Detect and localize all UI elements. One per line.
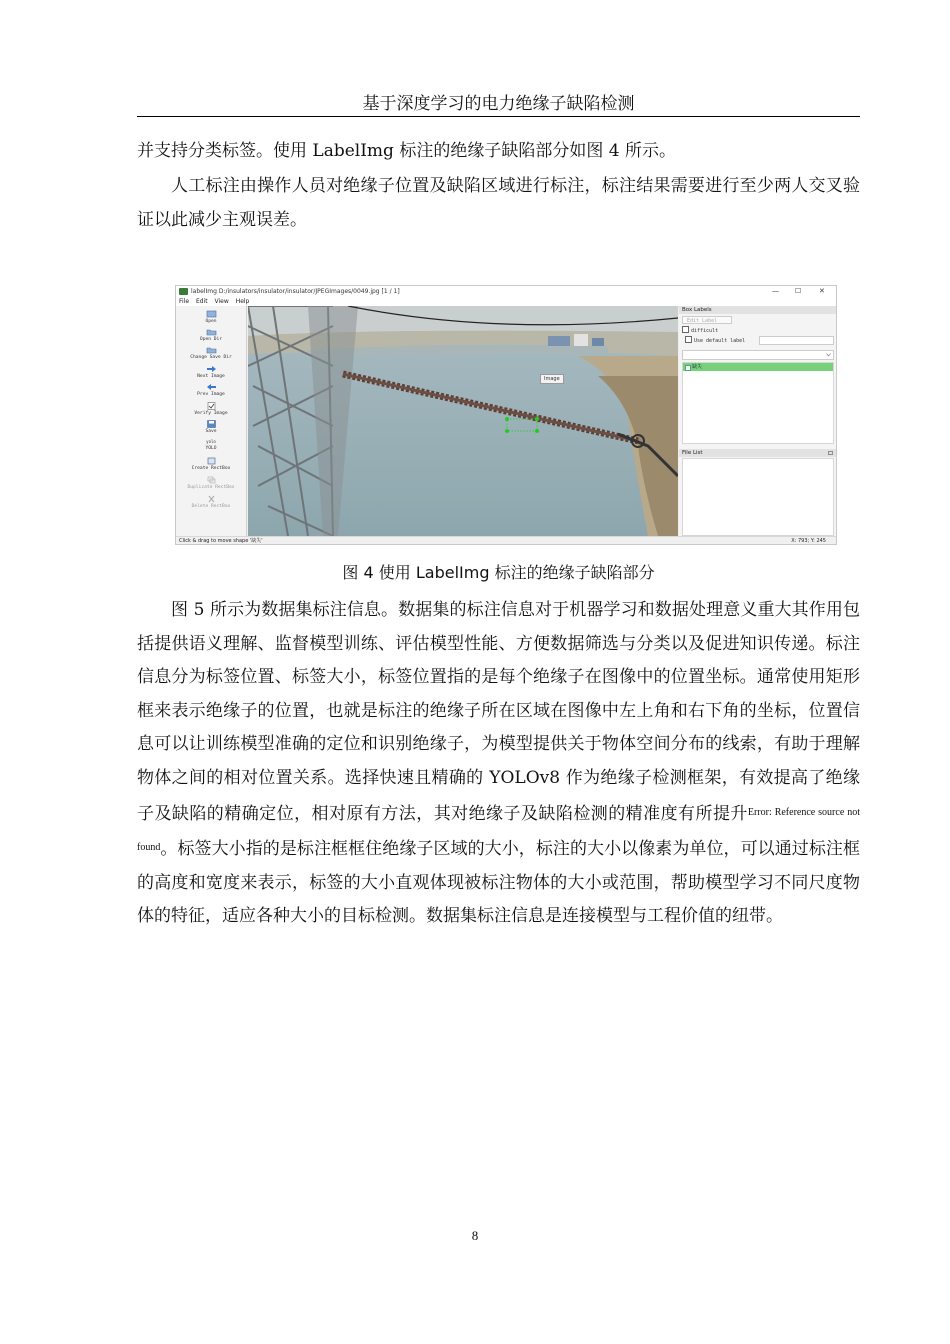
label-dropdown[interactable] (682, 350, 834, 360)
difficult-checkbox[interactable]: difficult (682, 326, 718, 334)
paragraph-1: 并支持分类标签。使用 LabelImg 标注的绝缘子缺陷部分如图 4 所示。 (137, 141, 676, 161)
folder-icon (206, 346, 217, 354)
check-icon (206, 402, 217, 410)
edit-label-button[interactable]: Edit Label (682, 316, 732, 324)
prev-image-button[interactable]: Prev Image (176, 383, 246, 397)
create-rectbox-button[interactable]: Create RectBox (176, 457, 246, 471)
menu-edit[interactable]: Edit (195, 298, 208, 305)
box-labels-header: Box Labels (679, 306, 836, 314)
window-title: labelImg D:/insulators/insulator/insulator/JPEGImages/0049.jpg [1 / 1] (191, 288, 400, 295)
box-label-list[interactable] (682, 362, 834, 444)
delete-rectbox-button[interactable]: Delete RectBox (176, 495, 246, 509)
page-number: 8 (471, 1228, 479, 1243)
default-label-input[interactable] (759, 336, 834, 345)
checkbox-icon (682, 326, 689, 333)
maximize-icon[interactable]: ☐ (795, 287, 802, 295)
labelimg-screenshot (175, 285, 837, 545)
paragraph-2: 人工标注由操作人员对绝缘子位置及缺陷区域进行标注，标注结果需要进行至少两人交叉验证以此减少主观误差。 (137, 176, 860, 230)
duplicate-rectbox-button[interactable]: Duplicate RectBox (176, 476, 246, 490)
label-checkbox-icon (685, 365, 691, 371)
open-button[interactable]: Open (176, 310, 246, 324)
file-list-header: File List (679, 449, 836, 457)
label-list-item[interactable]: 缺失 (683, 363, 833, 371)
menu-view[interactable]: View (214, 298, 229, 305)
next-image-button[interactable]: Next Image (176, 365, 246, 379)
arrow-right-icon (206, 365, 217, 373)
status-bar (176, 536, 836, 545)
arrow-left-icon (206, 383, 217, 391)
rectbox-icon (206, 457, 217, 465)
float-panel-icon[interactable] (828, 451, 833, 455)
delete-icon (206, 495, 217, 503)
window-titlebar (176, 286, 836, 297)
tool-sidebar (176, 306, 247, 536)
file-list[interactable] (682, 458, 834, 536)
status-message: Click & drag to move shape '缺失' (179, 538, 263, 544)
paragraph-3-text-a: 图 5 所示为数据集标注信息。数据集的标注信息对于机器学习和数据处理意义重大其作用包括提供语义理解、监督模型训练、评估模型性能、方便数据筛选与分类以及促进知识传递。标注信息分为标签位置、标签大小，标签位置指的是每个绝缘子在图像中的位置坐标。通常使用矩形框来表示绝缘子的位置，也就是标注的绝缘子所在区域在图像中左上角和右下角的坐标，位置信息可以让训练模型准确的定位和识别绝缘子，为模型提供关于物体空间分布的线索，有助于理解物体之间的相对位置关系。选择快速且精确的 YOLOv8 作为绝缘子检测框架，有效提高了绝缘子及缺陷的精确定位，相对原有方法，其对绝缘子及缺陷检测的精准度有所提升 (137, 600, 860, 824)
open-dir-button[interactable]: Open Dir (176, 328, 246, 342)
paragraph-3-text-b: 。标签大小指的是标注框框住绝缘子区域的大小，标注的大小以像素为单位，可以通过标注框的高度和宽度来表示，标签的大小直观体现被标注物体的大小或范围，帮助模型学习不同尺度物体的特征，适应各种大小的目标检测。数据集标注信息是连接模型与工程价值的纽带。 (137, 839, 860, 927)
chevron-down-icon (826, 353, 831, 357)
aerial-photo (248, 306, 678, 536)
menu-file[interactable]: File (179, 298, 190, 305)
save-icon (206, 420, 217, 428)
bounding-box[interactable] (504, 416, 540, 434)
figure-caption: 图 4 使用 LabelImg 标注的绝缘子缺陷部分 (342, 563, 655, 582)
duplicate-icon (206, 476, 217, 484)
use-default-label-checkbox[interactable]: Use default label (685, 336, 745, 344)
open-icon (206, 310, 217, 318)
image-canvas[interactable] (248, 306, 678, 536)
save-button[interactable]: Save (176, 420, 246, 434)
yolo-format-button[interactable]: yolo YOLO (176, 438, 246, 451)
menu-help[interactable]: Help (235, 298, 250, 305)
cursor-coordinates: X: 793; Y: 245 (791, 538, 826, 544)
right-panel (679, 306, 836, 536)
canvas-image-tag: Image (540, 374, 564, 384)
checkbox-icon (685, 336, 692, 343)
verify-image-button[interactable]: Verify Image (176, 402, 246, 416)
paragraph-3 (137, 594, 860, 934)
minimize-icon[interactable]: — (772, 287, 779, 295)
yolo-icon: yolo (206, 439, 216, 444)
running-header: 基于深度学习的电力绝缘子缺陷检测 (362, 94, 635, 114)
close-icon[interactable]: ✕ (819, 287, 825, 295)
app-icon (179, 288, 188, 295)
change-save-dir-button[interactable]: Change Save Dir (176, 346, 246, 360)
folder-icon (206, 328, 217, 336)
header-rule (137, 116, 860, 117)
broken-reference: Error: Reference source not found (137, 806, 860, 854)
